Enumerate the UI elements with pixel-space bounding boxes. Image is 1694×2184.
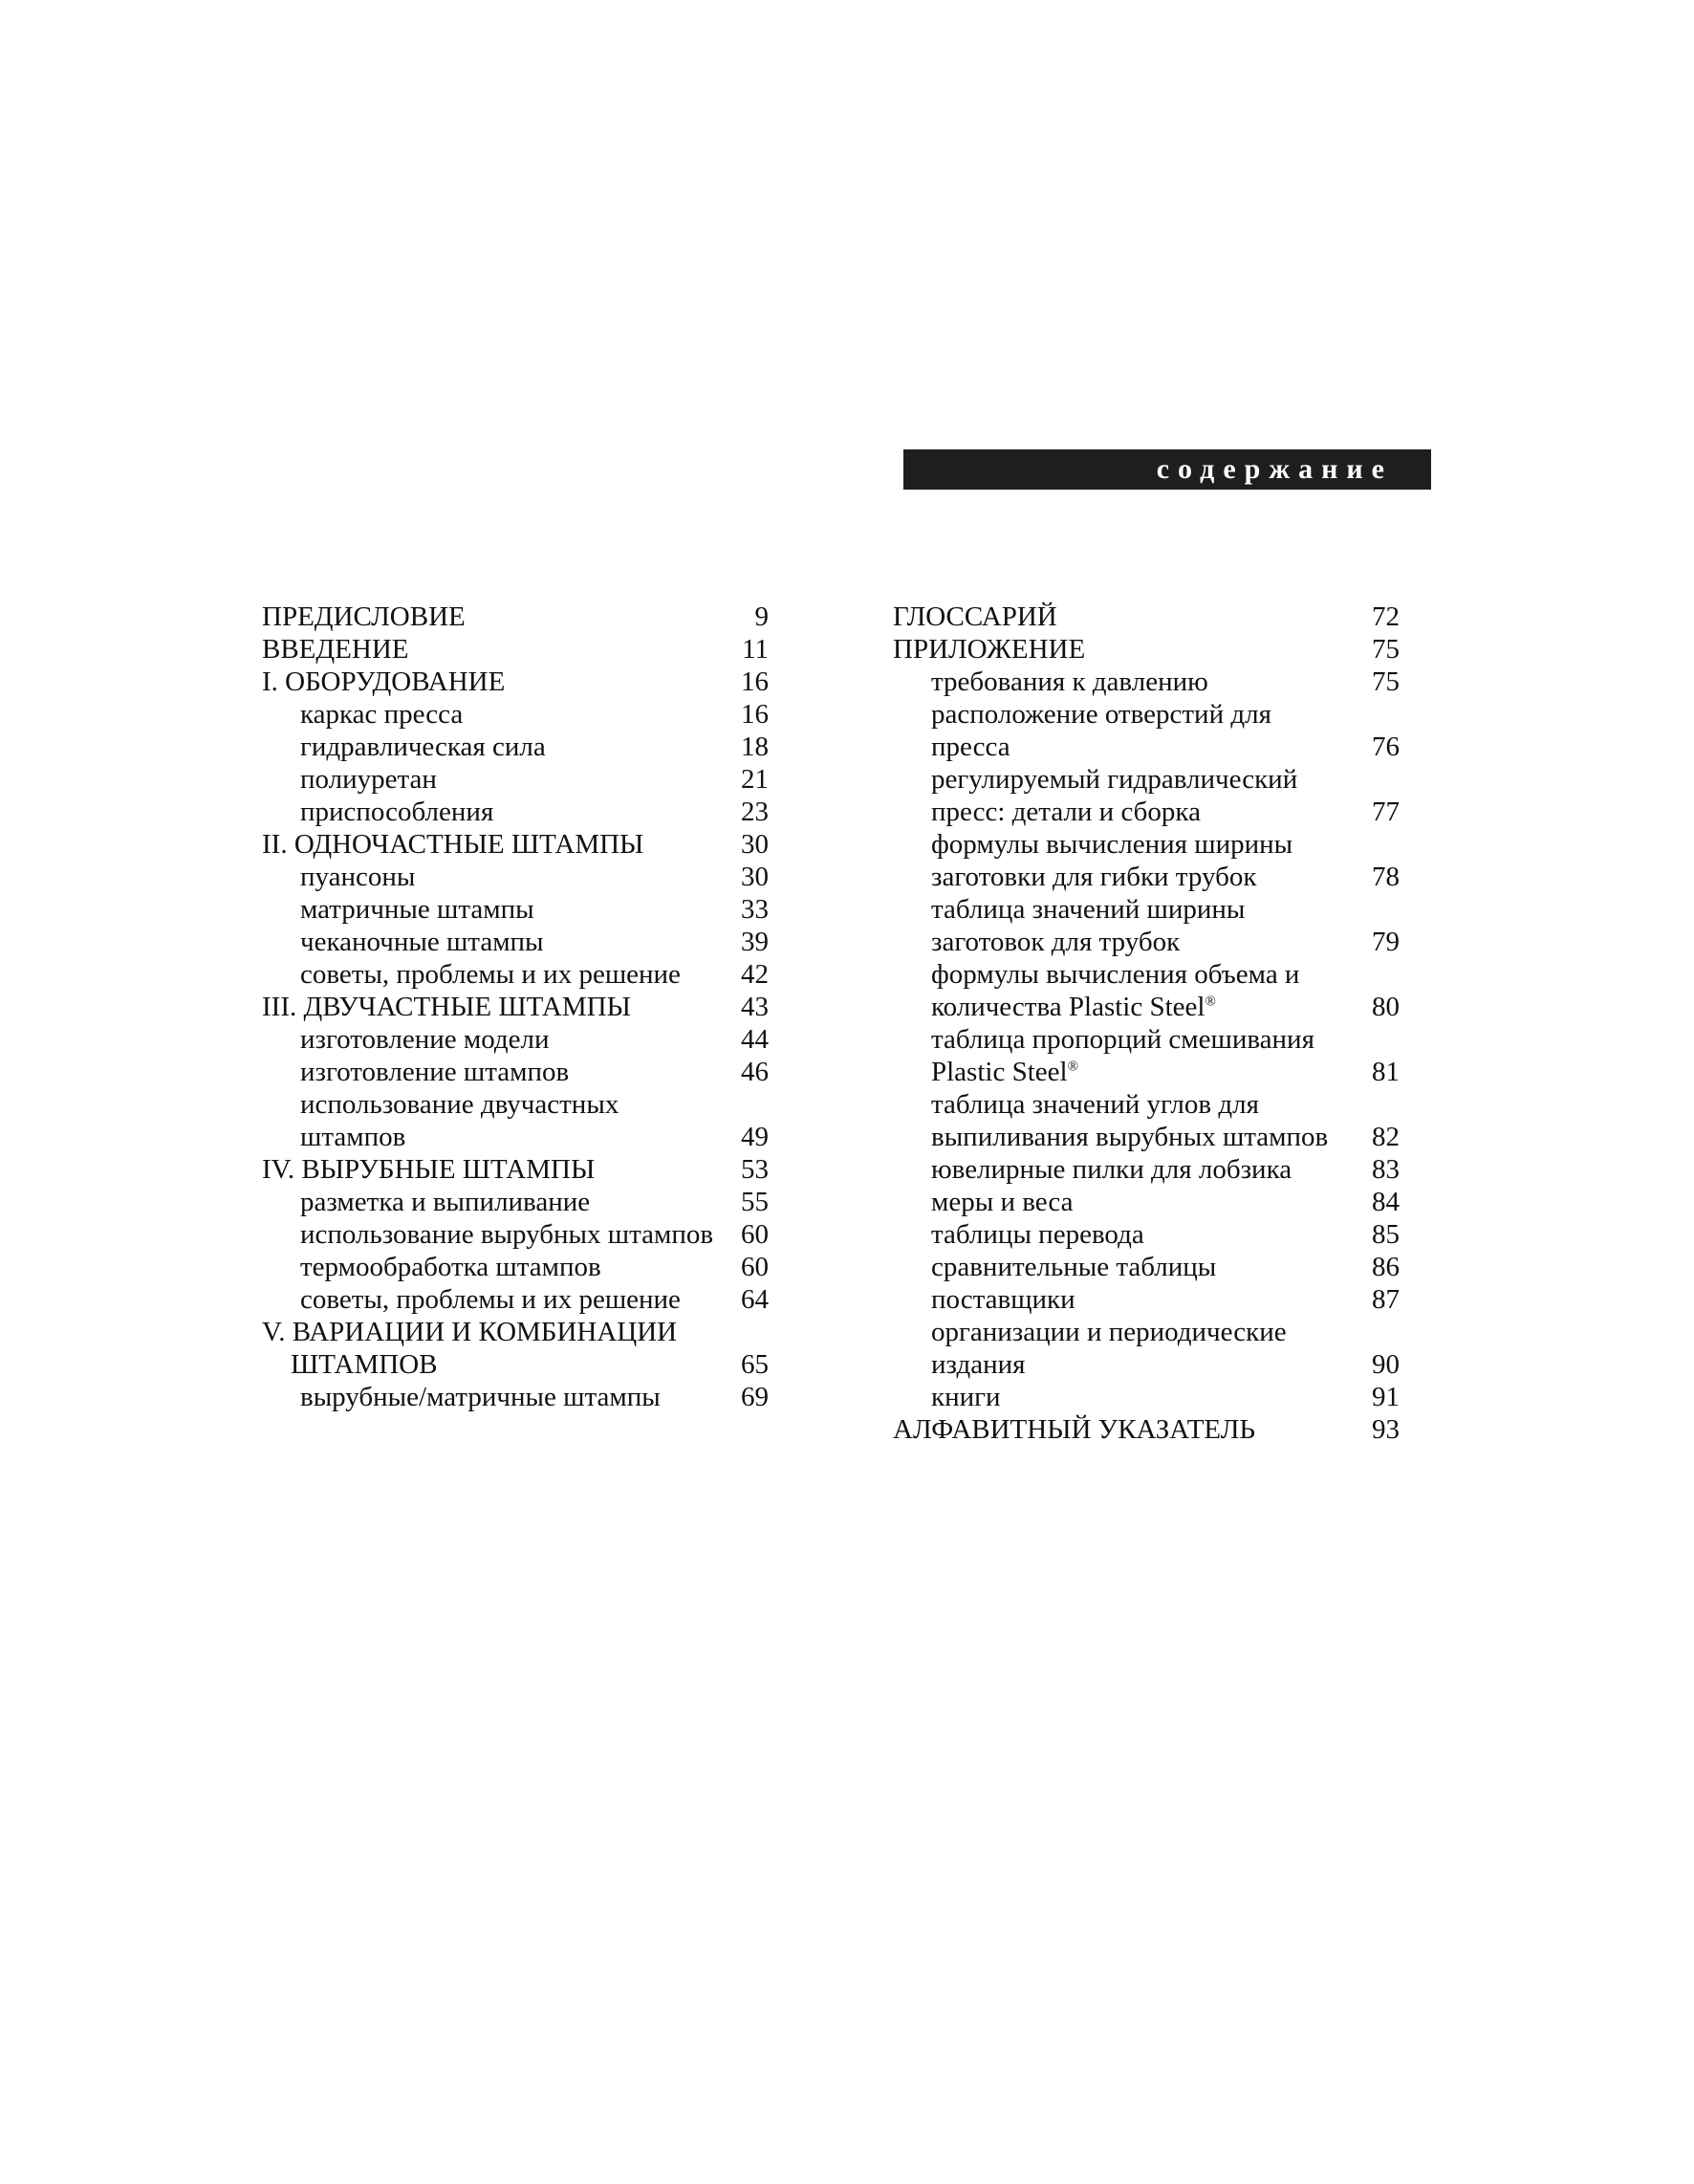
toc-entry-title: II. ОДНОЧАСТНЫЕ ШТАМПЫ bbox=[262, 829, 644, 860]
toc-entry bbox=[262, 991, 778, 1023]
toc-entry bbox=[262, 1088, 778, 1121]
toc-entry bbox=[262, 796, 778, 828]
toc-entry-title: организации и периодические bbox=[931, 1317, 1287, 1347]
toc-entry-page: 30 bbox=[741, 829, 769, 860]
toc-entry-title: таблица значений углов для bbox=[931, 1089, 1259, 1120]
toc-entry-title: гидравлическая сила bbox=[300, 732, 546, 762]
toc-entry-page: 44 bbox=[741, 1024, 769, 1055]
toc-entry-page: 11 bbox=[742, 634, 769, 665]
toc-entry bbox=[893, 633, 1409, 666]
toc-entry-page: 46 bbox=[741, 1057, 769, 1087]
toc-entry bbox=[893, 1348, 1409, 1381]
toc-entry bbox=[262, 731, 778, 763]
toc-entry-page: 23 bbox=[741, 797, 769, 827]
toc-entry bbox=[893, 1218, 1409, 1251]
toc-entry-title: пресс: детали и сборка bbox=[931, 797, 1201, 827]
toc-entry bbox=[262, 1121, 778, 1153]
toc-entry bbox=[893, 1056, 1409, 1088]
toc-entry-title: заготовок для трубок bbox=[931, 927, 1181, 957]
toc-entry-title: III. ДВУЧАСТНЫЕ ШТАМПЫ bbox=[262, 992, 631, 1022]
toc-entry-title: ПРЕДИСЛОВИЕ bbox=[262, 601, 466, 632]
toc-entry-page: 33 bbox=[741, 894, 769, 925]
toc-entry-page: 75 bbox=[1372, 634, 1400, 665]
toc-entry-title-wrap bbox=[931, 991, 1216, 1023]
toc-entry bbox=[893, 763, 1409, 796]
toc-entry-page: 21 bbox=[741, 764, 769, 795]
toc-entry-title: изготовление модели bbox=[300, 1024, 550, 1055]
toc-entry bbox=[893, 698, 1409, 731]
toc-entry bbox=[262, 958, 778, 991]
toc-entry-title: книги bbox=[931, 1382, 1001, 1412]
toc-entry bbox=[262, 1316, 778, 1348]
toc-entry-page: 18 bbox=[741, 732, 769, 762]
toc-entry-page: 84 bbox=[1372, 1187, 1400, 1217]
toc-entry-page: 83 bbox=[1372, 1154, 1400, 1185]
toc-entry bbox=[262, 828, 778, 861]
toc-entry-page: 69 bbox=[741, 1382, 769, 1412]
toc-entry bbox=[893, 828, 1409, 861]
toc-entry-title: пресса bbox=[931, 732, 1010, 762]
toc-entry bbox=[893, 991, 1409, 1023]
toc-entry-title: выпиливания вырубных штампов bbox=[931, 1122, 1329, 1152]
toc-entry-title: АЛФАВИТНЫЙ УКАЗАТЕЛЬ bbox=[893, 1414, 1256, 1445]
toc-entry-title: требования к давлению bbox=[931, 666, 1208, 697]
toc-column-right bbox=[893, 601, 1409, 1446]
toc-entry-page: 91 bbox=[1372, 1382, 1400, 1412]
toc-entry-title: советы, проблемы и их решение bbox=[300, 959, 681, 990]
toc-entry bbox=[262, 861, 778, 893]
toc-entry bbox=[893, 958, 1409, 991]
toc-entry bbox=[893, 1316, 1409, 1348]
toc-entry bbox=[893, 1186, 1409, 1218]
toc-entry-title: советы, проблемы и их решение bbox=[300, 1284, 681, 1315]
toc-entry-title: использование вырубных штампов bbox=[300, 1219, 714, 1250]
toc-entry bbox=[262, 763, 778, 796]
toc-entry-title: таблица пропорций смешивания bbox=[931, 1024, 1314, 1055]
toc-entry-title: разметка и выпиливание bbox=[300, 1187, 591, 1217]
toc-entry-page: 85 bbox=[1372, 1219, 1400, 1250]
toc-entry-title: сравнительные таблицы bbox=[931, 1252, 1217, 1282]
toc-entry bbox=[893, 666, 1409, 698]
toc-entry-title: таблицы перевода bbox=[931, 1219, 1144, 1250]
toc-entry-title: приспособления bbox=[300, 797, 494, 827]
toc-entry-title: количества Plastic Steel bbox=[931, 992, 1205, 1022]
toc-entry bbox=[893, 731, 1409, 763]
toc-entry bbox=[262, 1153, 778, 1186]
toc-entry-page: 42 bbox=[741, 959, 769, 990]
toc-entry bbox=[262, 698, 778, 731]
toc-entry-page: 9 bbox=[754, 601, 769, 632]
toc-entry bbox=[893, 861, 1409, 893]
toc-entry-title: формулы вычисления ширины bbox=[931, 829, 1293, 860]
toc-entry-page: 53 bbox=[741, 1154, 769, 1185]
toc-entry-page: 76 bbox=[1372, 732, 1400, 762]
toc-entry-title: матричные штампы bbox=[300, 894, 534, 925]
toc-entry-page: 72 bbox=[1372, 601, 1400, 632]
toc-entry bbox=[262, 1283, 778, 1316]
toc-entry-title: IV. ВЫРУБНЫЕ ШТАМПЫ bbox=[262, 1154, 596, 1185]
toc-entry-title: изготовление штампов bbox=[300, 1057, 570, 1087]
toc-entry bbox=[262, 893, 778, 926]
toc-entry bbox=[262, 1381, 778, 1413]
toc-entry-title: каркас пресса bbox=[300, 699, 464, 730]
toc-entry-title: регулируемый гидравлический bbox=[931, 764, 1298, 795]
toc-column-left bbox=[262, 601, 778, 1413]
toc-entry-title: ВВЕДЕНИЕ bbox=[262, 634, 409, 665]
toc-entry-page: 79 bbox=[1372, 927, 1400, 957]
toc-entry-title: ювелирные пилки для лобзика bbox=[931, 1154, 1292, 1185]
toc-entry-page: 49 bbox=[741, 1122, 769, 1152]
toc-entry-page: 82 bbox=[1372, 1122, 1400, 1152]
toc-entry-page: 75 bbox=[1372, 666, 1400, 697]
toc-entry-page: 16 bbox=[741, 699, 769, 730]
toc-entry bbox=[262, 1023, 778, 1056]
toc-entry-title: ПРИЛОЖЕНИЕ bbox=[893, 634, 1086, 665]
toc-entry-page: 65 bbox=[741, 1349, 769, 1380]
registered-mark: ® bbox=[1067, 1059, 1078, 1075]
toc-entry-page: 60 bbox=[741, 1252, 769, 1282]
toc-entry-title: расположение отверстий для bbox=[931, 699, 1271, 730]
toc-entry-title: ГЛОССАРИЙ bbox=[893, 601, 1057, 632]
toc-entry-page: 80 bbox=[1372, 992, 1400, 1022]
toc-entry-title: заготовки для гибки трубок bbox=[931, 862, 1257, 892]
toc-entry-title: вырубные/матричные штампы bbox=[300, 1382, 661, 1412]
toc-entry bbox=[262, 666, 778, 698]
toc-entry-page: 16 bbox=[741, 666, 769, 697]
toc-entry bbox=[262, 1056, 778, 1088]
toc-entry-title: таблица значений ширины bbox=[931, 894, 1246, 925]
toc-entry bbox=[893, 893, 1409, 926]
toc-entry bbox=[262, 1251, 778, 1283]
toc-entry-page: 39 bbox=[741, 927, 769, 957]
toc-entry-title: использование двучастных bbox=[300, 1089, 619, 1120]
toc-entry-page: 55 bbox=[741, 1187, 769, 1217]
toc-entry-title: формулы вычисления объема и bbox=[931, 959, 1300, 990]
toc-entry-title: чеканочные штампы bbox=[300, 927, 544, 957]
toc-entry-title: термообработка штампов bbox=[300, 1252, 601, 1282]
toc-entry bbox=[893, 1381, 1409, 1413]
toc-entry bbox=[893, 1413, 1409, 1446]
toc-entry-title-wrap bbox=[931, 1056, 1078, 1088]
toc-entry bbox=[893, 601, 1409, 633]
toc-entry bbox=[893, 1283, 1409, 1316]
toc-entry-page: 30 bbox=[741, 862, 769, 892]
section-title: содержание bbox=[1156, 453, 1393, 485]
toc-entry bbox=[262, 633, 778, 666]
toc-entry-page: 43 bbox=[741, 992, 769, 1022]
toc-entry-title: I. ОБОРУДОВАНИЕ bbox=[262, 666, 506, 697]
toc-entry bbox=[893, 1088, 1409, 1121]
registered-mark: ® bbox=[1205, 994, 1216, 1010]
toc-entry-title: пуансоны bbox=[300, 862, 416, 892]
toc-entry-page: 78 bbox=[1372, 862, 1400, 892]
toc-entry bbox=[893, 796, 1409, 828]
toc-entry-title: меры и веса bbox=[931, 1187, 1074, 1217]
toc-entry-page: 64 bbox=[741, 1284, 769, 1315]
toc-entry-page: 93 bbox=[1372, 1414, 1400, 1445]
section-header-bar bbox=[903, 449, 1431, 490]
toc-entry bbox=[893, 926, 1409, 958]
toc-entry-page: 60 bbox=[741, 1219, 769, 1250]
toc-entry bbox=[893, 1153, 1409, 1186]
toc-entry-page: 81 bbox=[1372, 1057, 1400, 1087]
toc-entry-page: 77 bbox=[1372, 797, 1400, 827]
toc-entry-title: ШТАМПОВ bbox=[291, 1349, 438, 1380]
toc-entry-page: 87 bbox=[1372, 1284, 1400, 1315]
toc-entry-page: 86 bbox=[1372, 1252, 1400, 1282]
toc-entry-title: издания bbox=[931, 1349, 1026, 1380]
toc-entry-title: поставщики bbox=[931, 1284, 1075, 1315]
toc-entry bbox=[893, 1251, 1409, 1283]
toc-entry bbox=[262, 1186, 778, 1218]
toc-entry bbox=[262, 1218, 778, 1251]
toc-entry-page: 90 bbox=[1372, 1349, 1400, 1380]
toc-entry bbox=[262, 1348, 778, 1381]
toc-entry-title: V. ВАРИАЦИИ И КОМБИНАЦИИ bbox=[262, 1317, 678, 1347]
toc-entry bbox=[893, 1121, 1409, 1153]
toc-entry-title: штампов bbox=[300, 1122, 406, 1152]
toc-entry bbox=[262, 601, 778, 633]
toc-entry bbox=[893, 1023, 1409, 1056]
toc-entry bbox=[262, 926, 778, 958]
toc-entry-title: полиуретан bbox=[300, 764, 437, 795]
toc-entry-title: Plastic Steel bbox=[931, 1057, 1068, 1087]
